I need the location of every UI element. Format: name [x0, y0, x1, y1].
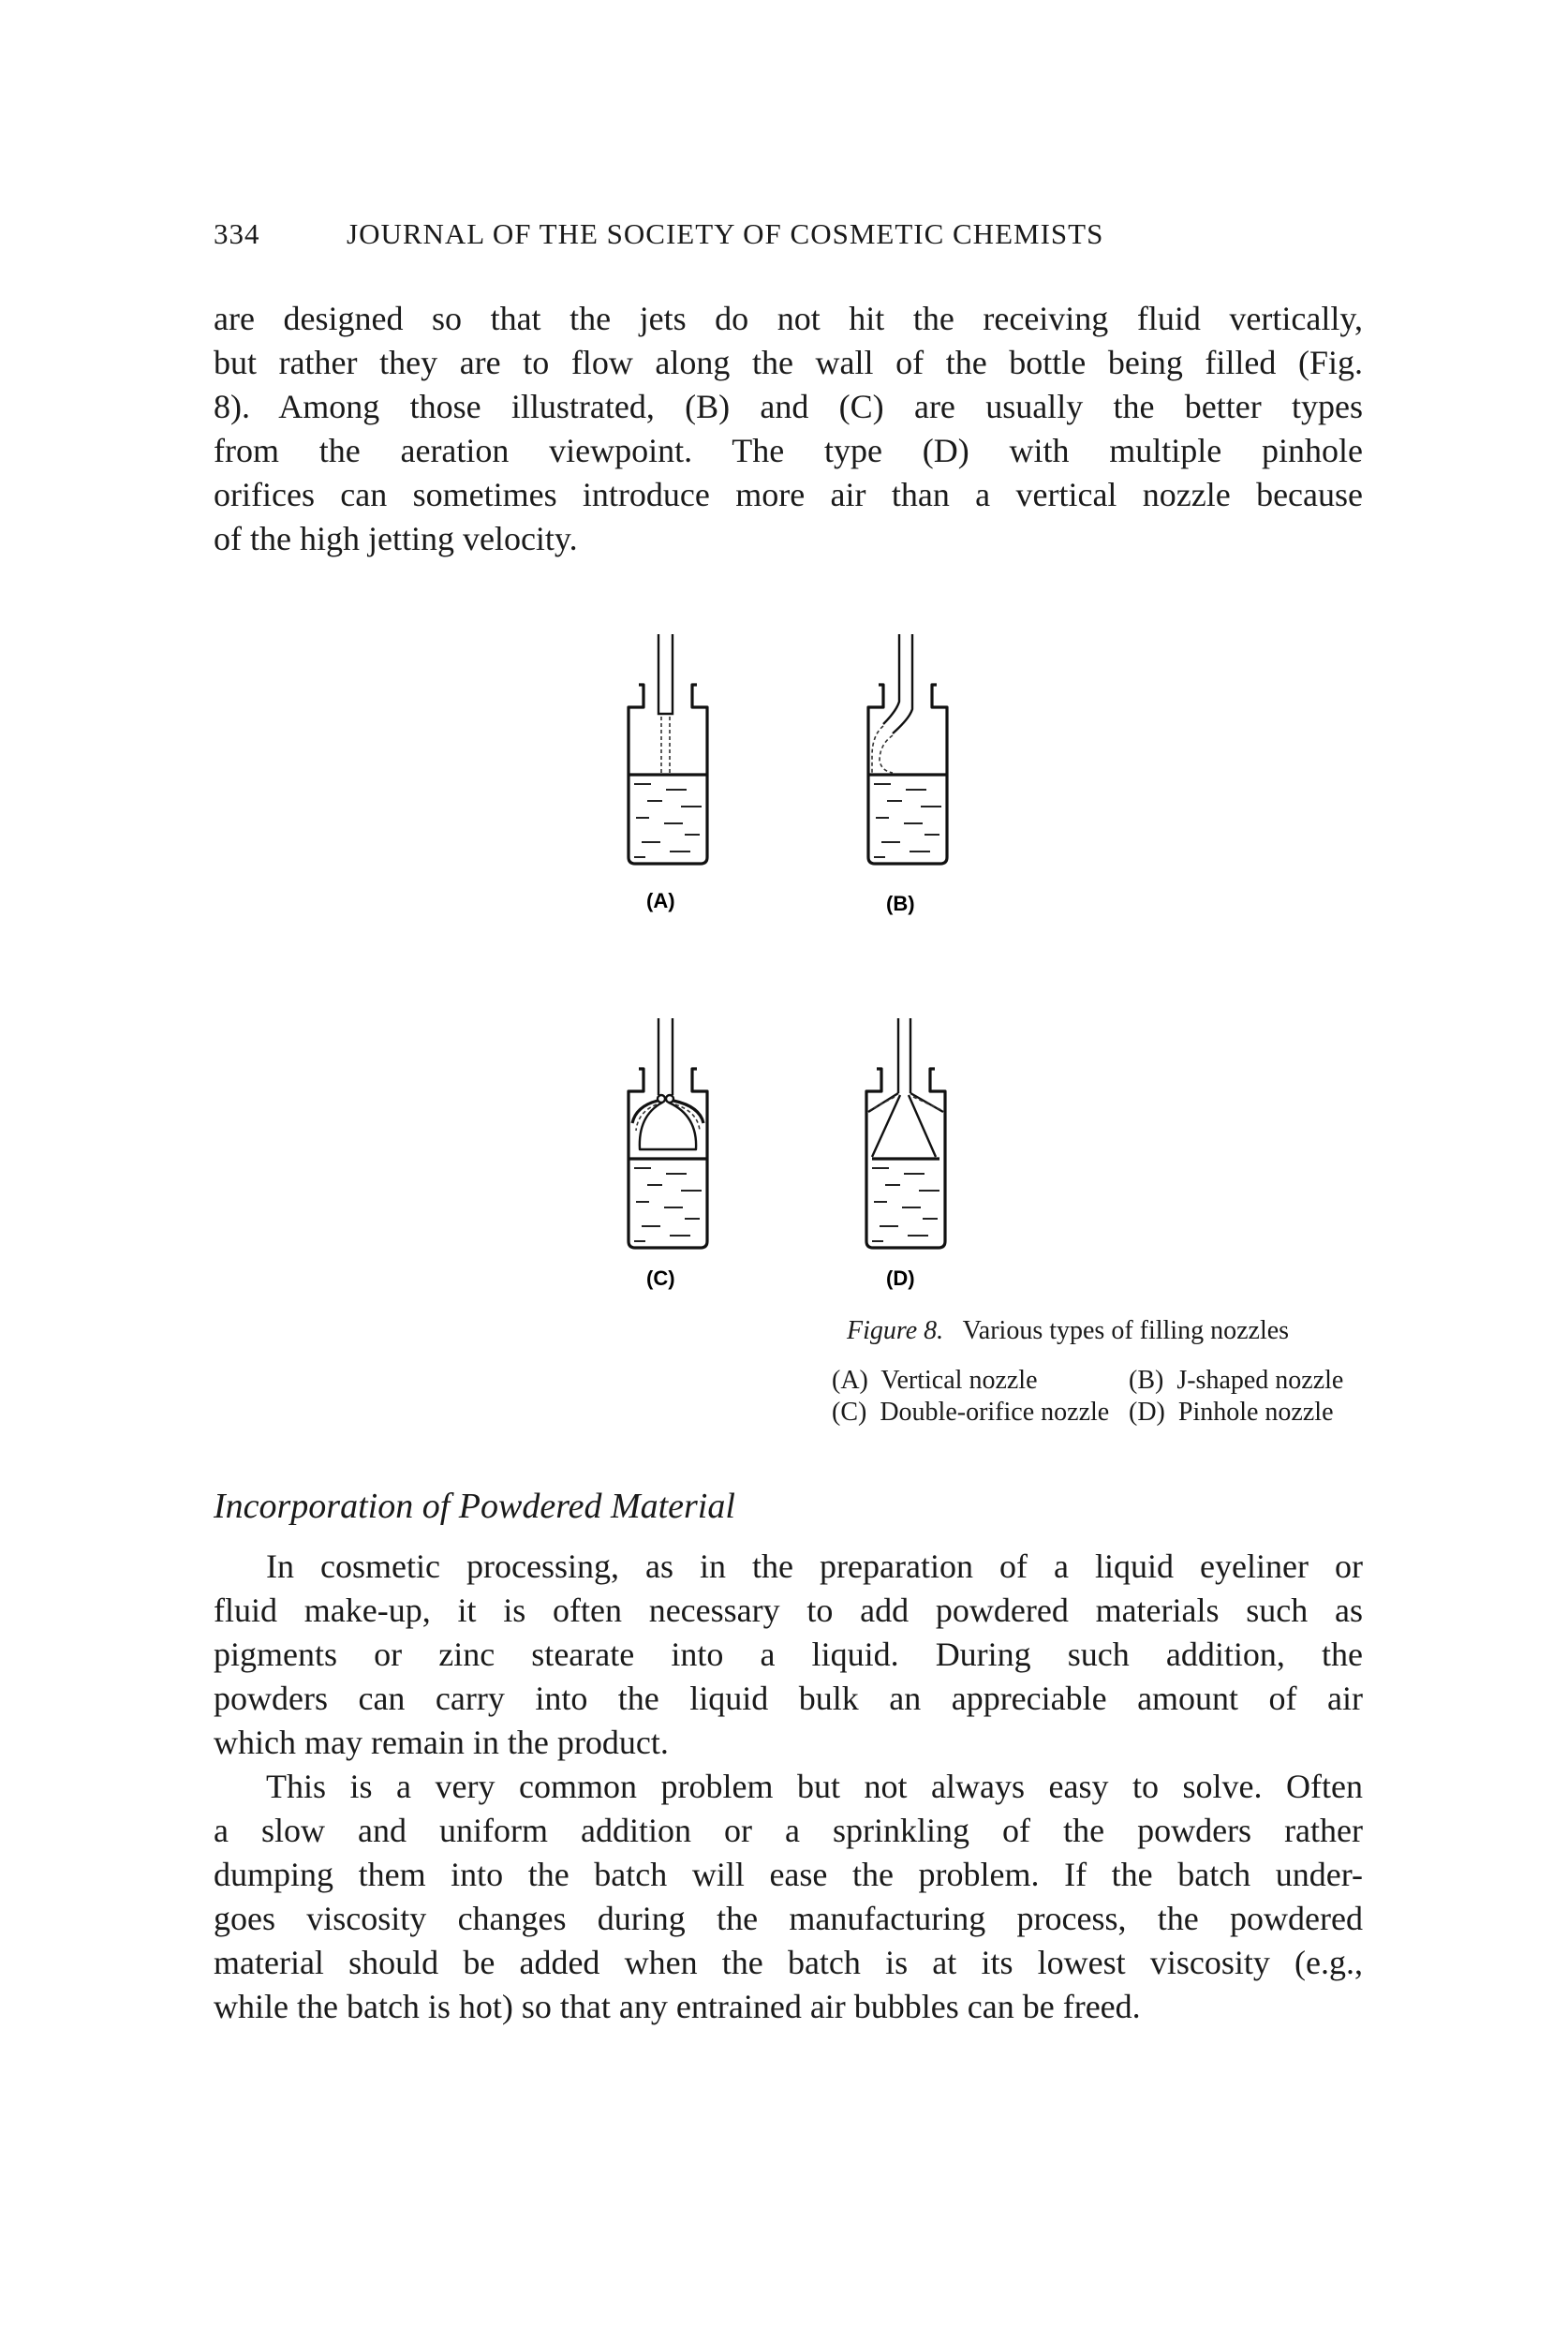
text-line: dumping them into the batch will ease the problem. If the batch under-: [214, 1856, 1363, 1893]
bottle-b-j-shaped-nozzle: [868, 634, 947, 864]
text-line: In cosmetic processing, as in the preparation of a liquid eyeliner or: [266, 1548, 1363, 1585]
text-line: pigments or zinc stearate into a liquid. During such addition, the: [214, 1636, 1363, 1673]
text-line: powders can carry into the liquid bulk an appreciable amount of air: [214, 1680, 1363, 1717]
legend-c: (C) Double-orifice nozzle: [832, 1398, 1110, 1427]
text-line: of the high jetting velocity.: [214, 520, 578, 557]
text-line: 8). Among those illustrated, (B) and (C) are usually the better types: [214, 388, 1363, 425]
text-line: orifices can sometimes introduce more air than a vertical nozzle because: [214, 476, 1363, 513]
bottle-a-vertical-nozzle: [629, 634, 707, 864]
text-line: This is a very common problem but not always easy to solve. Often: [266, 1768, 1363, 1805]
text-line: goes viscosity changes during the manufacturing process, the powdered: [214, 1900, 1363, 1937]
section-heading: Incorporation of Powdered Material: [214, 1487, 735, 1526]
paragraph-3: [214, 1765, 1363, 2029]
text-line: are designed so that the jets do not hit the receiving fluid vertically,: [214, 300, 1363, 337]
text-line: material should be added when the batch is at its lowest viscosity (e.g.,: [214, 1944, 1363, 1981]
legend-b: (B) J-shaped nozzle: [1129, 1366, 1344, 1395]
figure-label-a: (A): [646, 889, 675, 912]
text-line: from the aeration viewpoint. The type (D) with multiple pinhole: [214, 432, 1363, 469]
bottle-d-pinhole-nozzle: [866, 1018, 945, 1248]
bottle-c-double-orifice-nozzle: [629, 1018, 707, 1248]
caption-text: Various types of filling nozzles: [962, 1316, 1290, 1345]
text-line: while the batch is hot) so that any entrained air bubbles can be freed.: [214, 1988, 1141, 2025]
legend-d: (D) Pinhole nozzle: [1129, 1398, 1334, 1427]
legend-a: (A) Vertical nozzle: [832, 1366, 1038, 1395]
text-line: which may remain in the product.: [214, 1724, 669, 1761]
caption-label: Figure 8.: [847, 1316, 944, 1345]
text-line: a slow and uniform addition or a sprinkling of the powders rather: [214, 1812, 1363, 1849]
figure-caption: [847, 1316, 1289, 1346]
text-line: fluid make-up, it is often necessary to add powdered materials such as: [214, 1592, 1363, 1629]
paragraph-2: [214, 1545, 1363, 1765]
text-line: but rather they are to flow along the wall of the bottle being filled (Fig.: [214, 344, 1363, 381]
running-header: JOURNAL OF THE SOCIETY OF COSMETIC CHEMISTS: [347, 217, 1104, 250]
page-number: 334: [214, 217, 260, 250]
figure-label-b: (B): [886, 892, 915, 915]
figure-label-d: (D): [886, 1266, 915, 1290]
figure-label-c: (C): [646, 1266, 675, 1290]
